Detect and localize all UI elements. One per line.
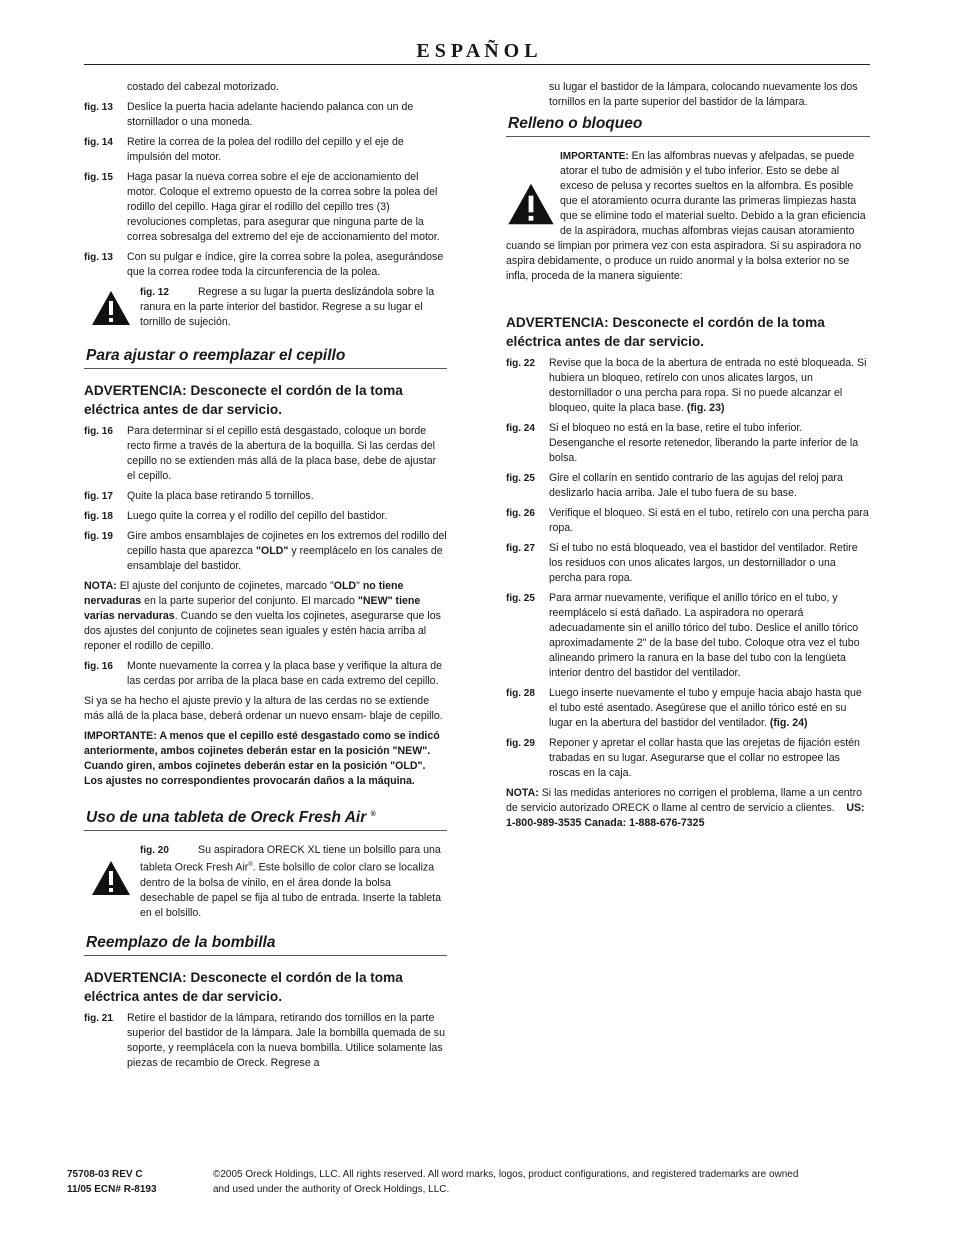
section-title-cepillo: Para ajustar o reemplazar el cepillo	[84, 347, 447, 369]
step-item	[506, 591, 870, 681]
left-column	[84, 80, 447, 1076]
fig-label: fig. 29	[506, 738, 535, 749]
step-fig19	[84, 529, 447, 574]
step-item	[84, 250, 447, 280]
fig-label: fig. 19	[84, 531, 113, 542]
step-text: Revise que la boca de la abertura de entrada no esté bloqueada. Si hubiera un bloqueo, retírelo con unos alicates largos, un destornillador o una percha para ropa. Si no puede alcanzar el bloqueo, quite la placa base. (fig. 23)	[549, 357, 867, 414]
header-rule	[84, 64, 870, 65]
step-item	[84, 170, 447, 245]
step-text: Verifique el bloqueo. Si está en el tubo, retírelo con una percha para ropa.	[549, 507, 869, 534]
step-text: Retire el bastidor de la lámpara, retirando dos tornillos en la parte superior del bastidor de la lámpara. Jale la bombilla quemada de su soporte, y reemplácela con la nueva bombilla. Utilice solamente las piezas de recambio de Oreck. Regrese a	[127, 1011, 445, 1069]
step-text: Luego inserte nuevamente el tubo y empuje hacia abajo hasta que el tubo esté asentado. Asegúrese que el anillo tórico esté en su lugar en la abertura del bastidor del ventilador. (fig. 24)	[549, 687, 862, 729]
fig-label: fig. 24	[506, 423, 535, 434]
fig-label: fig. 22	[506, 358, 535, 369]
fig-label: fig. 25	[506, 473, 535, 484]
step-text: Haga pasar la nueva correa sobre el eje de accionamiento del motor. Coloque el extremo opuesto de la correa sobre la polea del rodillo del cepillo. Haga girar el rodillo del cepillo tres (3) revoluciones completas, para asegurar que ninguna parte de la correa sobresalga del extremo del eje de accionamiento del motor.	[127, 171, 440, 243]
document-code: 75708-03 REV C 11/05 ECN# R-8193	[67, 1169, 157, 1195]
step-item	[84, 135, 447, 165]
step-text: Retire la correa de la polea del rodillo del cepillo y el eje de impulsión del motor.	[127, 136, 404, 163]
fig-label: fig. 17	[84, 491, 113, 502]
fig-label: fig. 16	[84, 426, 113, 437]
step-text: Para determinar si el cepillo está desgastado, coloque un borde recto firme a través de la abertura de la boquilla. Si las cerdas del cepillo no se extienden más allá de la placa base, debe de ajustar el cepillo.	[127, 425, 437, 482]
fig-label: fig. 16	[84, 661, 113, 672]
step-item	[506, 686, 870, 731]
section-title-bombilla: Reemplazo de la bombilla	[84, 934, 447, 956]
step-item	[84, 100, 447, 130]
step-item	[506, 506, 870, 536]
warning-heading: ADVERTENCIA: Desconecte el cordón de la toma eléctrica antes de dar servicio.	[84, 969, 403, 1004]
warning-triangle-icon	[90, 289, 132, 327]
step-list	[84, 424, 447, 524]
step-text: Quite la placa base retirando 5 tornillos.	[127, 490, 314, 502]
step-text: Deslice la puerta hacia adelante haciendo palanca con un de stornillador o una moneda.	[127, 101, 414, 128]
fig-label: fig. 18	[84, 511, 113, 522]
fig-label: fig. 13	[84, 102, 113, 113]
step-text: Regrese a su lugar la puerta deslizándola sobre la ranura en la parte interior del bastidor. Regrese a su lugar el tornillo de sujeción.	[140, 286, 435, 328]
step-list	[84, 100, 447, 280]
copyright-notice: ©2005 Oreck Holdings, LLC. All rights reserved. All word marks, logos, product configurations, and registered trademarks are owned and used under the authority of Oreck Holdings, LLC.	[213, 1169, 799, 1195]
step-text: Gire ambos ensamblajes de cojinetes en los extremos del rodillo del cepillo hasta que aparezca "OLD" y reemplácelo en los canales de ensamblaje del bastidor.	[127, 530, 447, 572]
step-text: Con su pulgar e índice, gire la correa sobre la polea, asegurándose que la correa rodee toda la circunferencia de la polea.	[127, 251, 444, 278]
step-list	[506, 356, 870, 781]
step-fig16b	[84, 659, 447, 689]
section-title-relleno: Relleno o bloqueo	[506, 115, 870, 137]
step-text: Reponer y apretar el collar hasta que las orejetas de fijación estén trabadas en su lugar. Asegurarse que el collar no estropee las roscas en la caja.	[549, 737, 860, 779]
step-item	[506, 541, 870, 586]
continued-text: su lugar el bastidor de la lámpara, colocando nuevamente los dos tornillos en la parte superior del bastidor de la lámpara.	[549, 81, 858, 108]
fig-label: fig. 20	[140, 845, 169, 856]
step-text: Si el bloqueo no está en la base, retire el tubo inferior. Desenganche el resorte retenedor, liberando la parte inferior de la bolsa.	[549, 422, 859, 464]
warning-step-fig20: fig. 20 Su aspiradora ORECK XL tiene un bolsillo para una tableta Oreck Fresh Air®. Este bolsillo de color claro se localiza dentro de la bolsa de vinilo, en el área donde la bolsa desechable de papel se fija al tubo de entrada. Inserte la tableta en el bolsillo.	[84, 843, 447, 921]
step-text: Monte nuevamente la correa y la placa base y verifique la altura de las cerdas por arriba de la placa base en cada extremo del cepillo.	[127, 660, 443, 687]
warning-triangle-icon	[506, 179, 556, 229]
adjust-paragraph: Si ya se ha hecho el ajuste previo y la altura de las cerdas no se extiende más allá de la placa base, deberá ordenar un nuevo ensam- blaje de cepillo.	[84, 695, 443, 722]
fig-label: fig. 27	[506, 543, 535, 554]
step-item	[506, 356, 870, 416]
warning-step	[84, 285, 447, 330]
fig-label: fig. 26	[506, 508, 535, 519]
fig-label: fig. 12	[140, 287, 169, 298]
step-text: Para armar nuevamente, verifique el anillo tórico en el tubo, y reemplácelo si está dañado. La aspiradora no operará adecuadamente sin el anillo tórico del tubo. Deslice el anillo tórico aproximadamente 2" de la base del tubo. Coloque otra vez el tubo alineando primero la ranura en la base del tubo con la lengüeta interior dentro del bastidor del ventilador.	[549, 592, 860, 679]
step-fig21	[84, 1011, 447, 1071]
fig-label: fig. 14	[84, 137, 113, 148]
step-text: Si el tubo no está bloqueado, vea el bastidor del ventilador. Retire los residuos con unos alicates largos, un destornillador o una percha para ropa.	[549, 542, 858, 584]
fig-label: fig. 28	[506, 688, 535, 699]
step-item	[506, 421, 870, 466]
section-title-fresh-air: Uso de una tableta de Oreck Fresh Air ®	[84, 806, 447, 831]
step-item	[84, 424, 447, 484]
step-item	[84, 509, 447, 524]
step-item	[84, 489, 447, 504]
fig-label: fig. 13	[84, 252, 113, 263]
importante-block: IMPORTANTE: En las alfombras nuevas y afelpadas, se puede atorar el tubo de admisión y el tubo inferior. Esto se debe al exceso de pelusa y recortes sueltos en la alfombra. Es posible que el atoramiento ocurra durante las primeras limpiezas hasta que se elimine todo el material suelto. Debido a la gran eficiencia de la aspiradora, muchas alfombras viejas causan atoramiento cuando se limpian por primera vez con esta aspiradora. Si su aspiradora no aspira debidamente, o produce un ruido anormal y la bolsa exterior no se infla, proceda de la manera siguiente:	[506, 150, 866, 282]
warning-heading: ADVERTENCIA: Desconecte el cordón de la toma eléctrica antes de dar servicio.	[84, 383, 403, 417]
importante-paragraph: IMPORTANTE: A menos que el cepillo esté desgastado como se indicó anteriormente, ambos cojinetes deberán estar en la posición "NEW". Cuando giren, ambos cojinetes deberán estar en la posición "OLD". Los ajustes no correspondientes provocarán daños a la máquina.	[84, 730, 440, 787]
nota-paragraph: NOTA: Si las medidas anteriores no corrigen el problema, llame a un centro de servicio autorizado ORECK o llame al centro de servicio a clientes. US: 1-800-989-3535 Canada: 1-888-676-7325	[506, 787, 865, 829]
step-item	[506, 736, 870, 781]
right-column	[506, 80, 870, 836]
fig-label: fig. 21	[84, 1012, 113, 1024]
step-item	[506, 471, 870, 501]
fig-label: fig. 15	[84, 172, 113, 183]
step-text: Luego quite la correa y el rodillo del cepillo del bastidor.	[127, 510, 388, 522]
fig-label: fig. 25	[506, 593, 535, 604]
warning-heading: ADVERTENCIA: Desconecte el cordón de la toma eléctrica antes de dar servicio.	[506, 315, 825, 349]
page-header-title: E S P A Ñ O L	[416, 40, 538, 62]
warning-triangle-icon	[90, 859, 132, 897]
continued-text: costado del cabezal motorizado.	[127, 81, 279, 93]
step-text: Gire el collarín en sentido contrario de las agujas del reloj para deslizarlo hacia arriba. Jale el tubo fuera de su base.	[549, 472, 843, 499]
nota-paragraph: NOTA: El ajuste del conjunto de cojinetes, marcado "OLD" no tiene nervaduras en la parte superior del conjunto. El marcado "NEW" tiene varias nervaduras. Cuando se den vuelta los cojinetes, asegurarse que los dos ajustes del conjunto de cojinetes sean iguales y estén hacia arriba al reponer el rodillo de cepillo.	[84, 580, 441, 652]
